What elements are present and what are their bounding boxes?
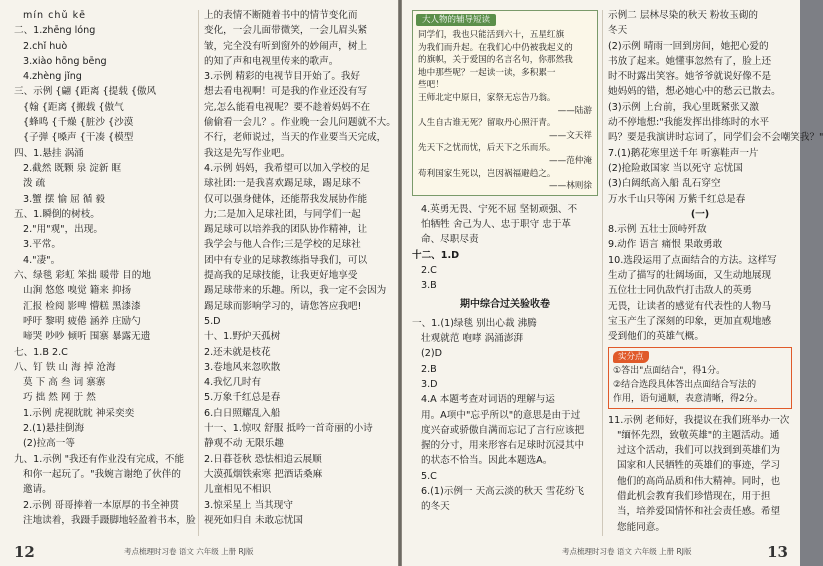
page-number: 12 bbox=[14, 543, 35, 561]
answer-line: 1.示例 虎视眈眈 神采奕奕 bbox=[23, 407, 135, 419]
answer-line: 他们的高尚品质和伟大精神。同时，也 bbox=[617, 475, 781, 487]
answer-line: 2."用"观"，出现。 bbox=[23, 224, 103, 236]
footer-text: 考点梳理时习卷 语文 六年级 上册 RJ版 bbox=[124, 547, 254, 556]
answer-line: 为我们而升起。在我们心中仍被我起义的 bbox=[418, 42, 573, 53]
answer-line: ①答出"点面结合"，得1分。 bbox=[613, 365, 726, 376]
answer-line: 3.示例 精彩的电视节目开始了。我好 bbox=[204, 71, 361, 83]
answer-line: 仅可以强身健体，还能帮我发展协作能 bbox=[204, 193, 368, 205]
answer-line: 力;二是加入足球社团，与同学们一起 bbox=[204, 208, 361, 220]
answer-line: (2)拉高一等 bbox=[23, 438, 75, 450]
answer-line: 壮观就范 咆哮 涡涌澎湃 bbox=[421, 333, 524, 345]
answer-line: 十一、1.惊叹 舒服 抵吟一首奇丽的小诗 bbox=[204, 423, 373, 435]
answer-line: {子弹 {嗓声 {干凑 {模型 bbox=[23, 132, 134, 144]
page-right bbox=[402, 0, 823, 566]
answer-line: 3.平常。 bbox=[23, 239, 61, 251]
answer-line: (2)抢险敢国家 当以死守 忘忧国 bbox=[608, 162, 743, 174]
answer-line: 大漠孤烟铁索寒 把酒话桑麻 bbox=[204, 468, 323, 480]
answer-line: 9.动作 语言 痛恨 果敢勇敢 bbox=[608, 239, 723, 251]
answer-line: 动不停地想:"我能发挥出排练时的水平 bbox=[608, 117, 770, 129]
answer-line: 书放了起来。她懂事忽然有了，脸上还 bbox=[608, 55, 772, 67]
answer-line: 国家和人民牺牲的英雄们的事迹，学习 bbox=[617, 460, 781, 472]
answer-line: 作用，语句通顺，表意清晰，得2分。 bbox=[613, 393, 763, 404]
score-box bbox=[608, 347, 792, 409]
answer-line: 皱，完全没有听到窗外的妙闹声，树上 bbox=[204, 40, 368, 52]
answer-line: 汇报 检阅 影啤 懵糕 黑漆漆 bbox=[23, 300, 141, 312]
answer-line: 用。A项中"忘乎所以"的意思是由于过 bbox=[421, 409, 581, 421]
answer-line: 六、绿毯 彩虹 笨拙 暖带 目的地 bbox=[14, 270, 151, 282]
answer-line: 十二、1.D bbox=[412, 249, 460, 261]
answer-line: 王师北定中原日，家祭无忘告乃翁。 bbox=[418, 92, 556, 103]
answer-line: "缅怀先烈，致敬英雄"的主题活动。通 bbox=[617, 429, 780, 441]
answer-line: 2.日暮苍秋 恐怯相追云展顺 bbox=[204, 453, 322, 465]
answer-line: 不行，老师说过，当天的作业要当天完成， bbox=[204, 132, 387, 144]
answer-line: 变化，一会儿面带微笑，一会儿眉头紧 bbox=[204, 25, 368, 37]
reading-box-title: 大人物的辅导短读 bbox=[416, 14, 496, 26]
answer-line: ——文天祥 bbox=[549, 130, 592, 141]
answer-line: 注地读着，我蹑手蹑脚地轻盈着书本，脸 bbox=[23, 514, 196, 526]
answer-line: 3.xiào hōng bēng bbox=[23, 55, 107, 67]
answer-line: 的状态不恰当。因此本题选A。 bbox=[421, 455, 553, 467]
left-column-1 bbox=[14, 8, 194, 528]
answer-line: 冬天 bbox=[608, 25, 628, 37]
answer-line: 4.示例 妈妈，我希望可以加入学校的足 bbox=[204, 162, 370, 174]
answer-line: 偷偷看一会儿？。作业晚一会儿问题就不大。 bbox=[204, 117, 396, 129]
answer-line: 4.我忆几时有 bbox=[204, 377, 262, 389]
answer-line: 球社团:一是我喜欢踢足球，踢足球不 bbox=[204, 178, 361, 190]
answer-line: 八、钉 铁 山 海 掉 沧海 bbox=[14, 361, 116, 373]
answer-line: 踢足球可以培养我的团队协作精神，让 bbox=[204, 224, 368, 236]
answer-line: 6.白日照耀乱入船 bbox=[204, 407, 281, 419]
answer-line: 2.B bbox=[421, 363, 437, 375]
answer-line: (3)白阔纸高入船 乱石穿空 bbox=[608, 178, 721, 190]
answer-line: 五、1.瞬倒的树枝。 bbox=[14, 208, 100, 220]
answer-line: 2.C bbox=[421, 264, 437, 276]
answer-line: 七、1.B 2.C bbox=[14, 346, 68, 358]
answer-line: 啼哭 吵吵 倾听 围寨 暴露无遗 bbox=[23, 331, 151, 343]
answer-line: 2.截然 既颗 泉 淀新 眶 bbox=[23, 162, 122, 174]
answer-line: 3.惊采星上 当其现守 bbox=[204, 499, 293, 511]
answer-line: ——范仲淹 bbox=[549, 155, 592, 166]
answer-line: 生动了描写的壮阔场面，又生动地展现 bbox=[608, 270, 772, 282]
answer-line: 踢足球而影响学习的，请您答应我吧! bbox=[204, 300, 362, 312]
answer-line: (3)示例 上台前，我心里既紧张又激 bbox=[608, 101, 759, 113]
answer-line: 3.B bbox=[421, 280, 437, 292]
answer-line: mín chǔ kē bbox=[23, 10, 87, 21]
answer-line: 视死如归自 未敢忘忧国 bbox=[204, 514, 303, 526]
answer-line: 度兴奋或骄傲自满而忘记了言行应该把 bbox=[421, 424, 585, 436]
answer-line: 2.chǐ huò bbox=[23, 40, 68, 52]
page-left bbox=[0, 0, 399, 566]
answer-line: 当，培养爱国情怀和社会责任感。希望 bbox=[617, 506, 781, 518]
answer-line: 泼 疏 bbox=[23, 178, 46, 190]
answer-line: 我学会与他人合作;三是学校的足球社 bbox=[204, 239, 361, 251]
answer-line: 5.C bbox=[421, 470, 437, 482]
answer-line: 吗？要是我演讲时忘词了，同学们会不会嘲笑我？" bbox=[608, 132, 823, 144]
answer-line: 5.万象千红总是春 bbox=[204, 392, 281, 404]
answer-line: 的知了声和电视里传来的歌声。 bbox=[204, 55, 339, 67]
answer-line: 8.示例 五壮士顶峙歼敌 bbox=[608, 224, 707, 236]
answer-line: 时不时露出笑容。她爷爷就说好像不是 bbox=[608, 71, 772, 83]
answer-line: 提高我的足球技能，让我更好地享受 bbox=[204, 270, 358, 282]
score-box-title: 实分点 bbox=[613, 351, 649, 363]
answer-line: 2.还未就是枝花 bbox=[204, 346, 271, 358]
answer-line: 您能同意。 bbox=[617, 521, 665, 533]
answer-line: 完,怎么能看电视呢？要不趁着妈妈不在 bbox=[204, 101, 371, 113]
answer-line: 一、1.(1)绿毯 别出心裁 沸腾 bbox=[412, 317, 537, 329]
answer-line: 3.卷地风来忽吹散 bbox=[204, 361, 281, 373]
answer-line: 2.示例 哥哥捧着一本原厚的书全神贯 bbox=[23, 499, 180, 511]
answer-line: ——林则徐 bbox=[549, 181, 592, 192]
answer-line: {翰 {距离 {搬载 {傲气 bbox=[23, 101, 124, 113]
answer-line: 上的表情不断随着书中的情节变化而 bbox=[204, 10, 358, 21]
column-divider bbox=[602, 10, 603, 536]
column-divider bbox=[198, 10, 199, 536]
answer-line: 先天下之忧而忧，后天下之乐而乐。 bbox=[418, 143, 556, 154]
answer-line: 的冬天 bbox=[421, 501, 450, 513]
answer-line: 7.(1)鹅花寒里送千年 听寨鞋声一片 bbox=[608, 147, 759, 159]
answer-line: 3.D bbox=[421, 378, 438, 390]
answer-line: 的旗帜，关于爱国的名言名句，你那然我 bbox=[418, 55, 573, 66]
answer-line: 莫 下 高 叁 词 寨寨 bbox=[23, 377, 106, 389]
answer-line: 无畏，让读者的感觉有代表性的人物马 bbox=[608, 300, 772, 312]
answer-line: 怕牺牲 舍己为人、忠于职守 忠于革 bbox=[421, 219, 572, 231]
answer-line: 示例二 层林尽染的秋天 粉妆玉砌的 bbox=[608, 10, 759, 21]
answer-line: 团中有专业的足球教练指导我们，可以 bbox=[204, 254, 368, 266]
answer-line: 10.选段运用了点面结合的方法。这样写 bbox=[608, 254, 777, 266]
answer-line: 握的分寸，用来形容右足球时沉浸其中 bbox=[421, 440, 585, 452]
answer-line: 同学们，我也只能活到六十，五星红旗 bbox=[418, 30, 565, 40]
answer-line: 借此机会教育我们珍惜现在，用于担 bbox=[617, 491, 771, 503]
answer-line: 6.(1)示例一 天高云淡的秋天 雪花纷飞 bbox=[421, 486, 585, 498]
answer-line: 3.蟹 摆 愉 屈 循 毅 bbox=[23, 193, 105, 205]
answer-line: 地中那些呢？一起读一读，多积累一 bbox=[418, 67, 556, 78]
right-column-1 bbox=[412, 8, 598, 515]
answer-line: 山涧 悠悠 嗅觉 籍来 抑扬 bbox=[23, 285, 132, 297]
answer-line: 4.A 本题考查对词语的理解与运 bbox=[421, 394, 555, 406]
answer-line: 三、示例 {翩 {距离 {提载 {傲风 bbox=[14, 86, 157, 98]
answer-line: 宝玉产生了深刻的印象，更加直观地感 bbox=[608, 315, 772, 327]
answer-line: 四、1.悬挂 涡涌 bbox=[14, 147, 84, 159]
footer-right bbox=[412, 542, 790, 562]
answer-line: 邀请。 bbox=[23, 484, 52, 496]
answer-line: 静观不动 无限乐趣 bbox=[204, 438, 284, 450]
answer-line: 4.英勇无畏、宁死不屈 坚韧顽强、不 bbox=[421, 203, 578, 215]
exam-title: 期中综合过关验收卷 bbox=[460, 298, 550, 310]
reading-box bbox=[412, 10, 598, 196]
answer-line: 些吧！ bbox=[418, 80, 444, 91]
answer-line: 受到他们的英雄气概。 bbox=[608, 331, 704, 343]
answer-line: 5.D bbox=[204, 315, 221, 327]
answer-line: 2.(1)悬挂倒海 bbox=[23, 423, 85, 435]
right-column-2 bbox=[608, 8, 823, 535]
left-column-2 bbox=[204, 8, 396, 528]
answer-line: 苟利国家生死以，岂因祸福避趋之。 bbox=[418, 168, 556, 179]
answer-line: 儿童相见不相识 bbox=[204, 484, 272, 496]
answer-line: 想去看电视啊！可是我的作业还没有写 bbox=[204, 86, 368, 98]
answer-line: 万水千山只等闲 万紫千红总是春 bbox=[608, 193, 746, 205]
answer-line: 五位壮士同仇敌忾打击敌人的英勇 bbox=[608, 285, 752, 297]
answer-line: 十、1.野炉天孤树 bbox=[204, 331, 281, 343]
answer-line: 命、尽职尽责 bbox=[421, 234, 479, 246]
answer-line: 二、1.zhēng lóng bbox=[14, 25, 96, 37]
answer-line: 呼吁 黎明 疲倦 涵养 庄励勺 bbox=[23, 315, 141, 327]
answer-line: ——陆游 bbox=[557, 105, 592, 116]
answer-line: ②结合选段具体答出点面结合写法的 bbox=[613, 379, 757, 390]
answer-line: 过这个活动，我们可以找到到英雄们为 bbox=[617, 445, 781, 457]
answer-line: (2)示例 晴雨一回到房间，她把心爱的 bbox=[608, 40, 769, 52]
answer-line: 她妈妈的错，想必她心中的愁云已散去。 bbox=[608, 86, 781, 98]
footer-text: 考点梳理时习卷 语文 六年级 上册 RJ版 bbox=[562, 547, 692, 556]
footer-left bbox=[14, 542, 384, 562]
page-number: 13 bbox=[767, 543, 788, 561]
answer-line: 和你一起玩了。"我婉言谢绝了伙伴的 bbox=[23, 468, 181, 480]
answer-line: (2)D bbox=[421, 348, 442, 360]
answer-line: 我这是先写作业吧。 bbox=[204, 147, 291, 159]
answer-line: 踢足球带来的乐趣。所以，我一定不会因为 bbox=[204, 285, 387, 297]
answer-line: {蜂鸣 {千燥 {脏沙 {沙漠 bbox=[23, 117, 134, 129]
answer-line: (一) bbox=[690, 208, 710, 220]
answer-line: 4.zhèng jǐng bbox=[23, 71, 82, 83]
answer-line: 九、1.示例 "我还有作业没有完成，不能 bbox=[14, 453, 185, 465]
answer-line: 巧 拙 然 网 于 然 bbox=[23, 392, 96, 404]
answer-line: 人生自古谁无死？留取丹心照汗青。 bbox=[418, 118, 556, 129]
answer-line: 4."凄"。 bbox=[23, 254, 61, 266]
answer-line: 11.示例 老师好，我提议在我们班举办一次 bbox=[608, 414, 790, 426]
